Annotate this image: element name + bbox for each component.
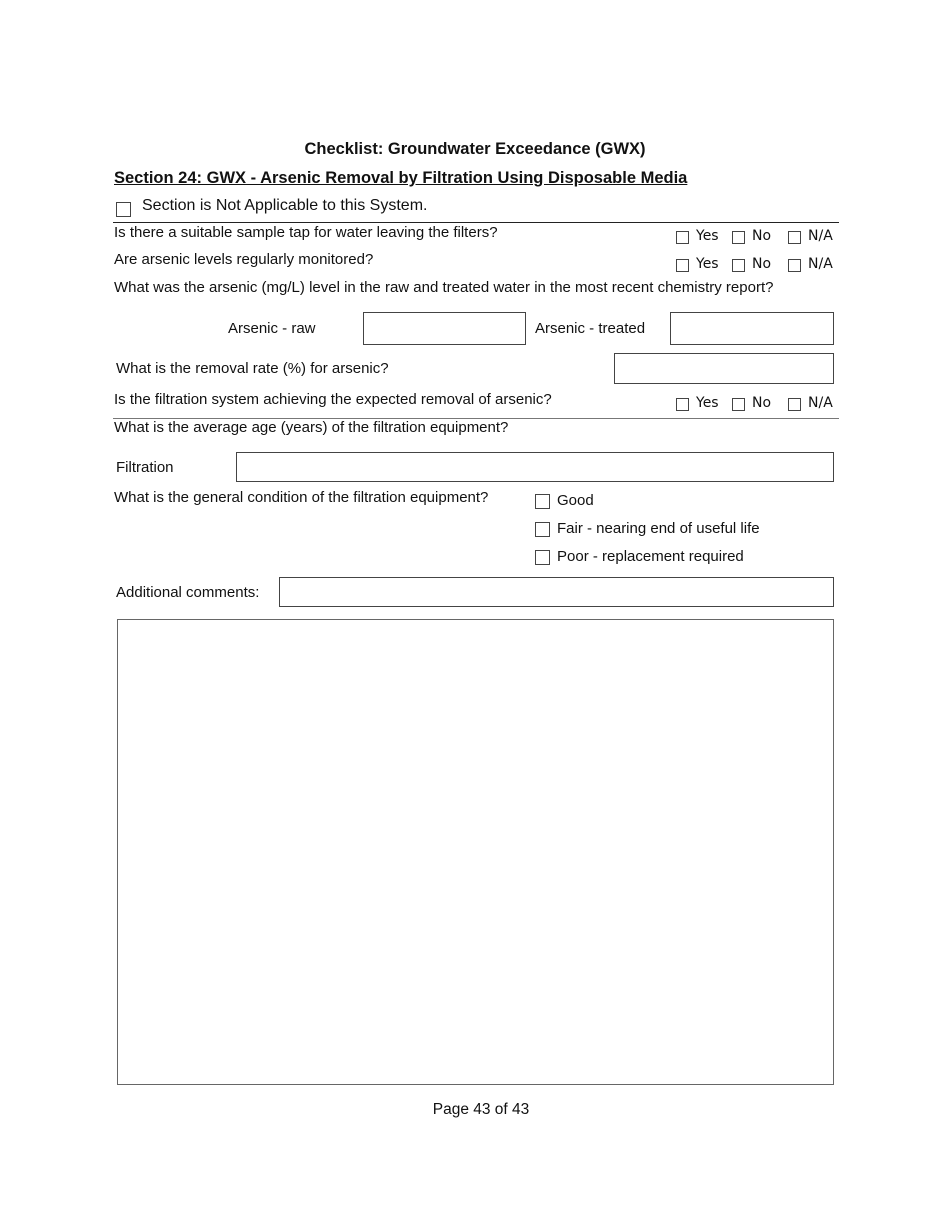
page-number: Page 43 of 43: [432, 1101, 530, 1118]
arsenic-raw-input[interactable]: [363, 312, 526, 345]
condition-good-label: Good: [557, 492, 594, 509]
comments-textarea[interactable]: [117, 619, 834, 1085]
section-title: Section 24: GWX - Arsenic Removal by Filtration Using Disposable Media: [114, 169, 688, 187]
average-age-question: What is the average age (years) of the filtration equipment?: [114, 419, 509, 436]
additional-comments-label: Additional comments:: [116, 584, 260, 601]
not-applicable-checkbox[interactable]: [116, 202, 131, 217]
sample-tap-no-checkbox[interactable]: [732, 231, 745, 244]
sample-tap-yes-label: Yes: [696, 228, 719, 244]
condition-poor-checkbox[interactable]: [535, 550, 550, 565]
sample-tap-na-checkbox[interactable]: [788, 231, 801, 244]
arsenic-monitored-no-label: No: [752, 256, 772, 272]
expected-removal-yes-label: Yes: [696, 395, 719, 411]
arsenic-levels-question: What was the arsenic (mg/L) level in the raw and treated water in the most recent chemistry report?: [114, 279, 774, 296]
sample-tap-na-label: N/A: [808, 228, 833, 244]
removal-rate-question: What is the removal rate (%) for arsenic?: [116, 360, 389, 377]
filtration-label: Filtration: [116, 459, 174, 476]
arsenic-monitored-na-checkbox[interactable]: [788, 259, 801, 272]
condition-good-checkbox[interactable]: [535, 494, 550, 509]
expected-removal-na-checkbox[interactable]: [788, 398, 801, 411]
condition-poor-label: Poor - replacement required: [557, 548, 744, 565]
arsenic-treated-label: Arsenic - treated: [535, 320, 646, 337]
arsenic-monitored-na-label: N/A: [808, 256, 833, 272]
general-condition-question: What is the general condition of the filtration equipment?: [114, 489, 489, 506]
removal-rate-input[interactable]: [614, 353, 834, 384]
expected-removal-question: Is the filtration system achieving the expected removal of arsenic?: [114, 391, 552, 408]
sample-tap-no-label: No: [752, 228, 772, 244]
condition-fair-label: Fair - nearing end of useful life: [557, 520, 760, 537]
condition-fair-checkbox[interactable]: [535, 522, 550, 537]
divider: [113, 222, 839, 223]
arsenic-monitored-yes-label: Yes: [696, 256, 719, 272]
sample-tap-question: Is there a suitable sample tap for water leaving the filters?: [114, 224, 498, 241]
expected-removal-na-label: N/A: [808, 395, 833, 411]
expected-removal-no-label: No: [752, 395, 772, 411]
not-applicable-label: Section is Not Applicable to this System.: [142, 197, 428, 214]
sample-tap-yes-checkbox[interactable]: [676, 231, 689, 244]
arsenic-monitored-no-checkbox[interactable]: [732, 259, 745, 272]
arsenic-raw-label: Arsenic - raw: [228, 320, 316, 337]
arsenic-monitored-question: Are arsenic levels regularly monitored?: [114, 251, 374, 268]
arsenic-treated-input[interactable]: [670, 312, 834, 345]
arsenic-monitored-yes-checkbox[interactable]: [676, 259, 689, 272]
filtration-age-input[interactable]: [236, 452, 834, 482]
expected-removal-yes-checkbox[interactable]: [676, 398, 689, 411]
checklist-title: Checklist: Groundwater Exceedance (GWX): [304, 140, 646, 158]
additional-comments-input[interactable]: [279, 577, 834, 607]
expected-removal-no-checkbox[interactable]: [732, 398, 745, 411]
